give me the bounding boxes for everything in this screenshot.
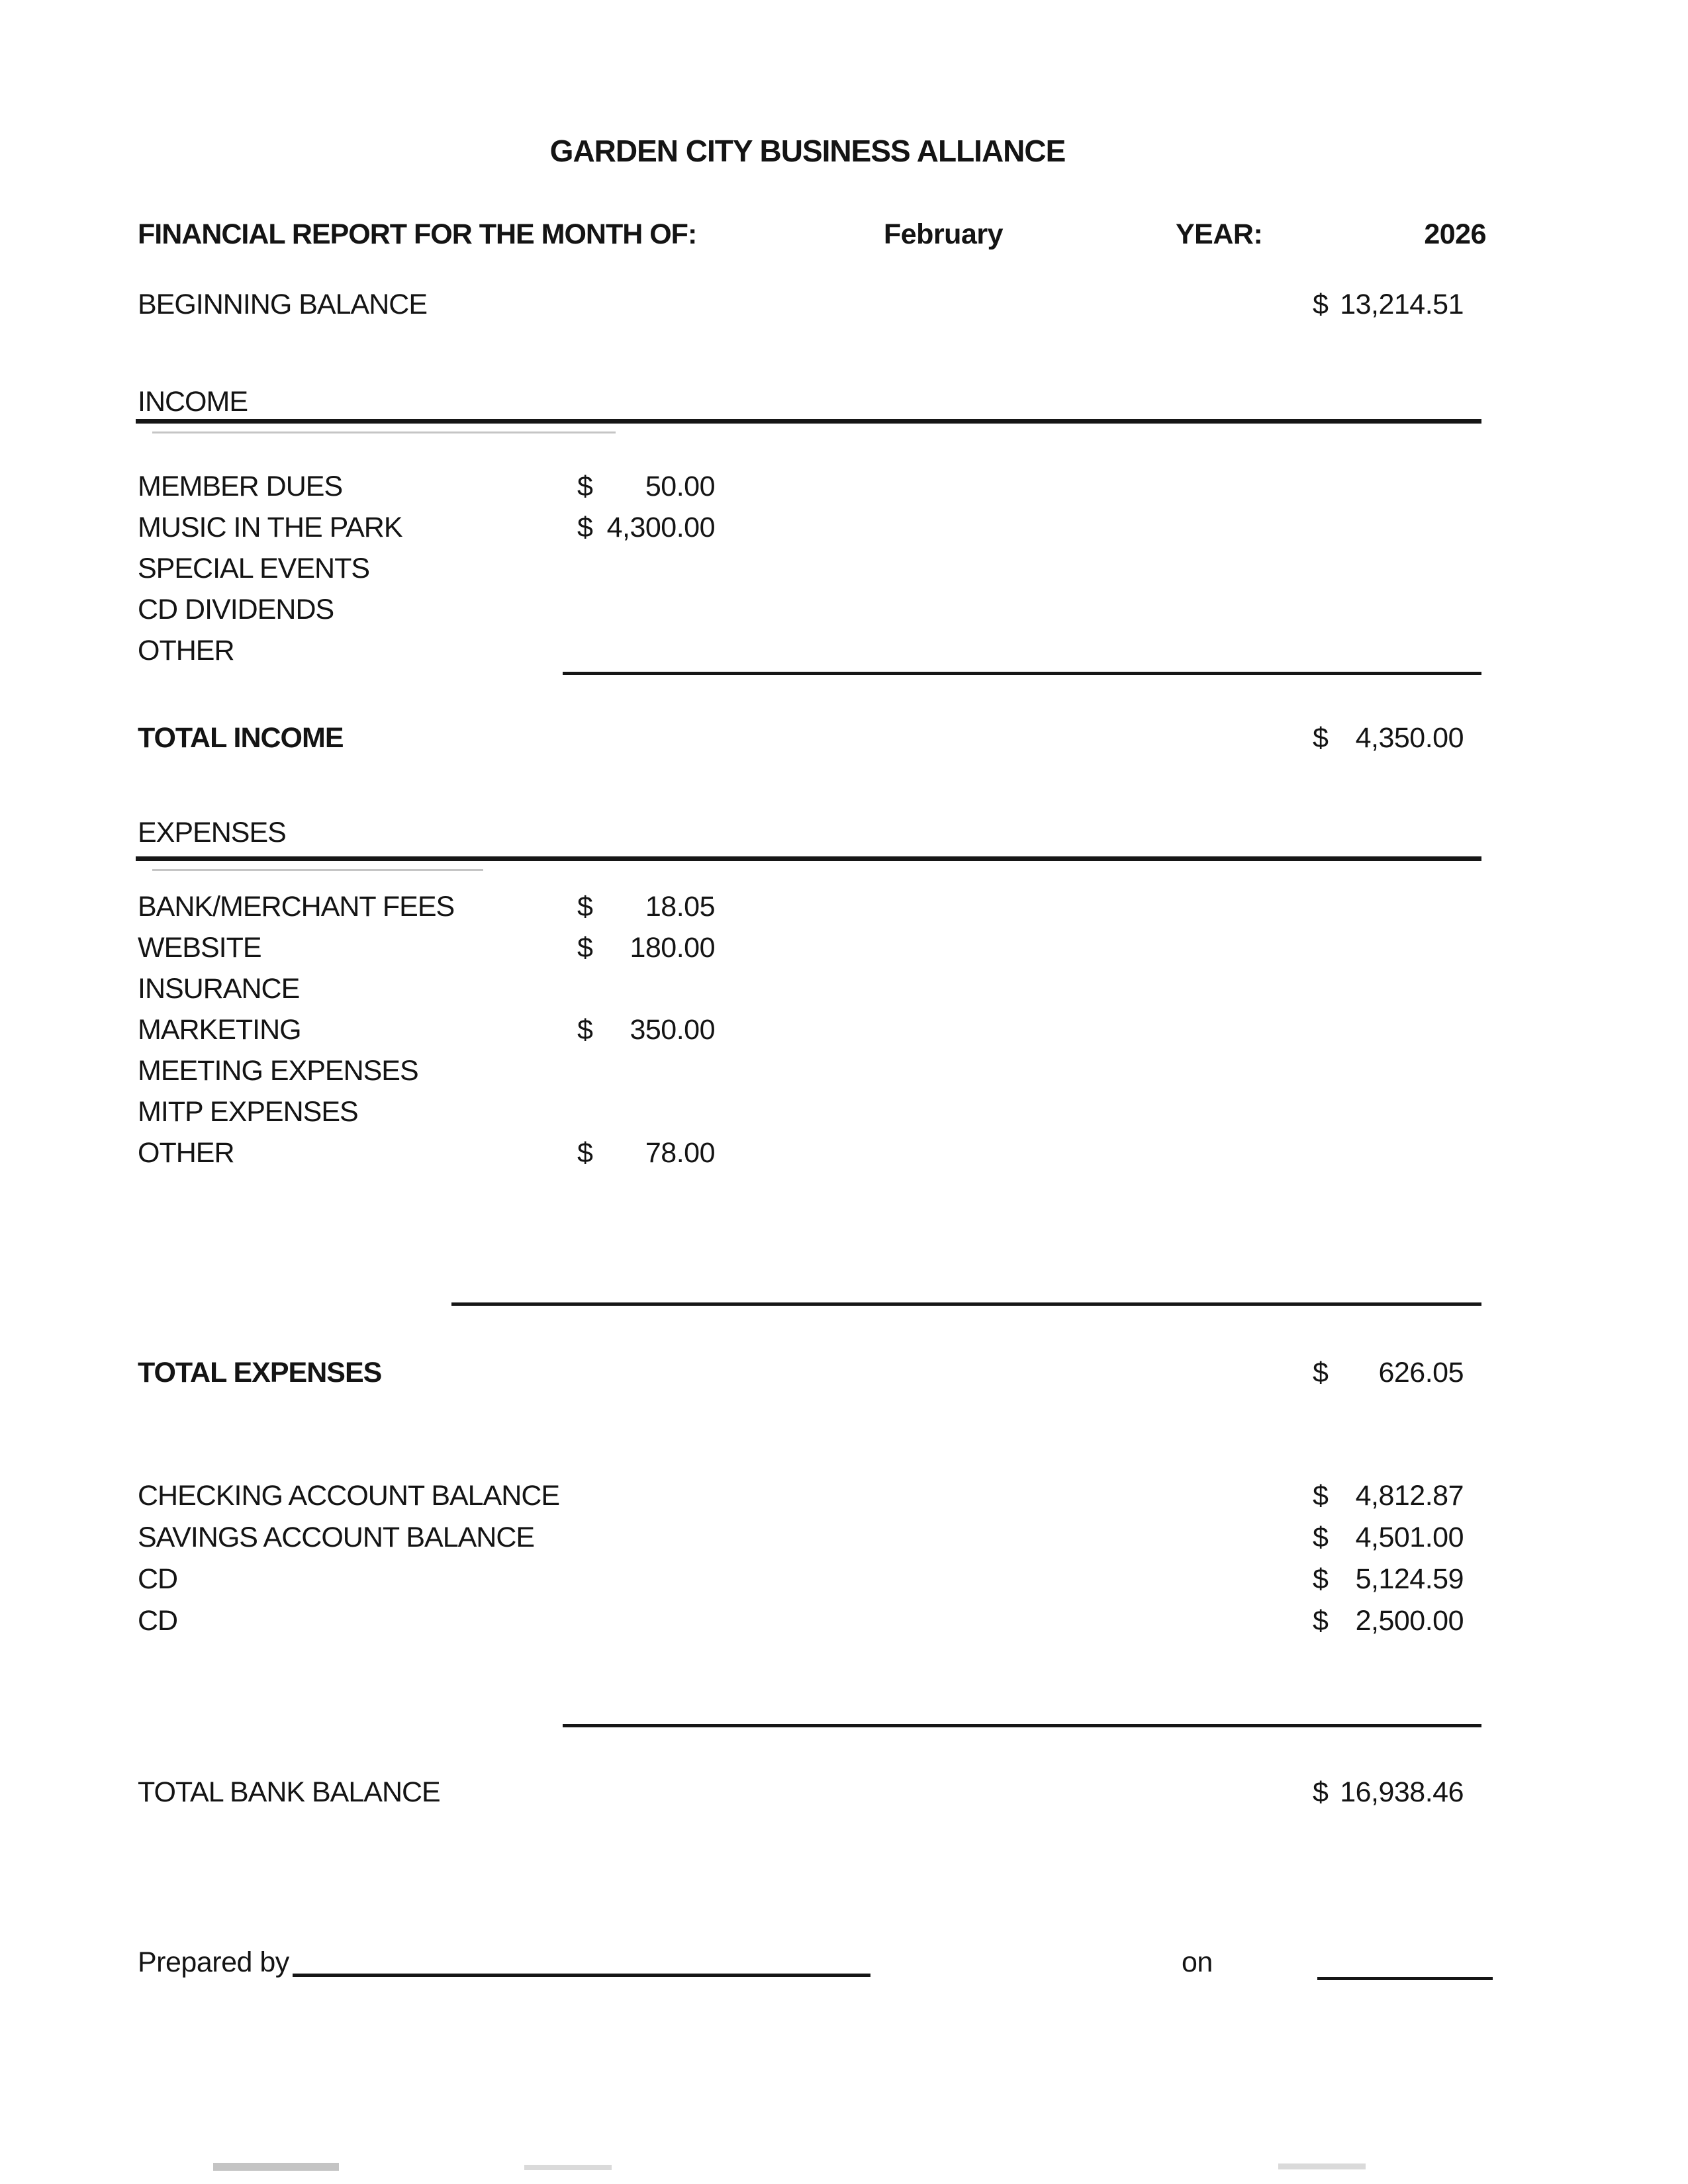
- total-income-label: TOTAL INCOME: [138, 722, 344, 754]
- scan-artifact: [213, 2163, 339, 2171]
- total-expenses-value: 626.05: [1378, 1357, 1464, 1388]
- expense-row: [0, 1009, 1688, 1050]
- year-label: YEAR:: [1176, 218, 1263, 250]
- row-label: OTHER: [138, 1137, 234, 1169]
- total-bank-balance-label: TOTAL BANK BALANCE: [138, 1776, 440, 1808]
- row-label: MEETING EXPENSES: [138, 1055, 418, 1087]
- currency-symbol: $: [1313, 1522, 1329, 1553]
- amount-value: 18.05: [645, 891, 715, 923]
- date-line: [1317, 1977, 1493, 1980]
- amount-value: 78.00: [645, 1137, 715, 1169]
- currency-symbol: $: [577, 1014, 593, 1046]
- row-label: MARKETING: [138, 1014, 301, 1046]
- expense-row: [0, 1091, 1688, 1132]
- expense-row: [0, 968, 1688, 1009]
- currency-symbol: $: [1313, 1776, 1329, 1808]
- scan-artifact: [1278, 2163, 1366, 2169]
- amount-value: 180.00: [630, 932, 715, 964]
- income-row: [0, 630, 1688, 671]
- cd-balance-row: [0, 1559, 1688, 1600]
- amount-value: 5,124.59: [1355, 1563, 1464, 1595]
- expenses-underline-scan-echo: [152, 869, 483, 871]
- expenses-section-label: EXPENSES: [138, 817, 286, 848]
- cd-balance-row: [0, 1600, 1688, 1641]
- row-label: CD: [138, 1605, 178, 1637]
- expense-row: [0, 927, 1688, 968]
- amount-value: 350.00: [630, 1014, 715, 1046]
- on-label: on: [1182, 1946, 1213, 1978]
- income-section-header: [0, 381, 1688, 422]
- row-label: INSURANCE: [138, 973, 300, 1005]
- expense-row: [0, 1132, 1688, 1173]
- year-value: 2026: [1424, 218, 1486, 250]
- expenses-section-header: [0, 812, 1688, 853]
- beginning-balance-row: [0, 284, 1688, 325]
- checking-balance-row: [0, 1475, 1688, 1516]
- amount-value: 4,501.00: [1355, 1522, 1464, 1553]
- row-label: SAVINGS ACCOUNT BALANCE: [138, 1522, 535, 1553]
- currency-symbol: $: [577, 891, 593, 923]
- currency-symbol: $: [1313, 289, 1329, 320]
- page-title: GARDEN CITY BUSINESS ALLIANCE: [549, 134, 1066, 168]
- amount-value: 4,812.87: [1355, 1480, 1464, 1512]
- row-label: BANK/MERCHANT FEES: [138, 891, 455, 923]
- prepared-by-signature-line: [293, 1974, 870, 1977]
- currency-symbol: $: [1313, 1480, 1329, 1512]
- income-section-label: INCOME: [138, 386, 248, 418]
- expense-row: [0, 1050, 1688, 1091]
- row-label: CHECKING ACCOUNT BALANCE: [138, 1480, 560, 1512]
- beginning-balance-value: 13,214.51: [1340, 289, 1464, 320]
- income-row: [0, 466, 1688, 507]
- month-value: February: [884, 218, 1004, 250]
- total-expenses-label: TOTAL EXPENSES: [138, 1357, 382, 1388]
- total-bank-balance-row: [0, 1772, 1688, 1813]
- report-month-label: FINANCIAL REPORT FOR THE MONTH OF:: [138, 218, 697, 250]
- currency-symbol: $: [1313, 1357, 1329, 1388]
- row-label: MEMBER DUES: [138, 471, 343, 502]
- total-bank-balance-value: 16,938.46: [1340, 1776, 1464, 1808]
- income-row: [0, 589, 1688, 630]
- row-label: OTHER: [138, 635, 234, 666]
- income-total-rule: [563, 672, 1481, 675]
- income-row: [0, 548, 1688, 589]
- currency-symbol: $: [577, 932, 593, 964]
- income-underline: [136, 419, 1481, 424]
- expenses-underline: [136, 856, 1481, 861]
- total-expenses-row: [0, 1352, 1688, 1393]
- amount-value: 2,500.00: [1355, 1605, 1464, 1637]
- row-label: WEBSITE: [138, 932, 261, 964]
- currency-symbol: $: [1313, 722, 1329, 754]
- amount-value: 50.00: [645, 471, 715, 502]
- beginning-balance-label: BEGINNING BALANCE: [138, 289, 427, 320]
- income-underline-scan-echo: [152, 432, 616, 433]
- total-income-value: 4,350.00: [1355, 722, 1464, 754]
- row-label: CD DIVIDENDS: [138, 594, 334, 625]
- currency-symbol: $: [577, 512, 593, 543]
- currency-symbol: $: [577, 471, 593, 502]
- row-label: MITP EXPENSES: [138, 1096, 358, 1128]
- currency-symbol: $: [1313, 1605, 1329, 1637]
- scan-artifact: [524, 2165, 612, 2170]
- amount-value: 4,300.00: [606, 512, 715, 543]
- expense-row: [0, 886, 1688, 927]
- savings-balance-row: [0, 1517, 1688, 1558]
- row-label: CD: [138, 1563, 178, 1595]
- expenses-total-rule: [451, 1302, 1481, 1306]
- row-label: MUSIC IN THE PARK: [138, 512, 402, 543]
- currency-symbol: $: [1313, 1563, 1329, 1595]
- bank-total-rule: [563, 1724, 1481, 1727]
- income-row: [0, 507, 1688, 548]
- prepared-by-label: Prepared by: [138, 1946, 289, 1978]
- row-label: SPECIAL EVENTS: [138, 553, 370, 584]
- total-income-row: [0, 717, 1688, 758]
- report-header-row: [0, 214, 1688, 255]
- currency-symbol: $: [577, 1137, 593, 1169]
